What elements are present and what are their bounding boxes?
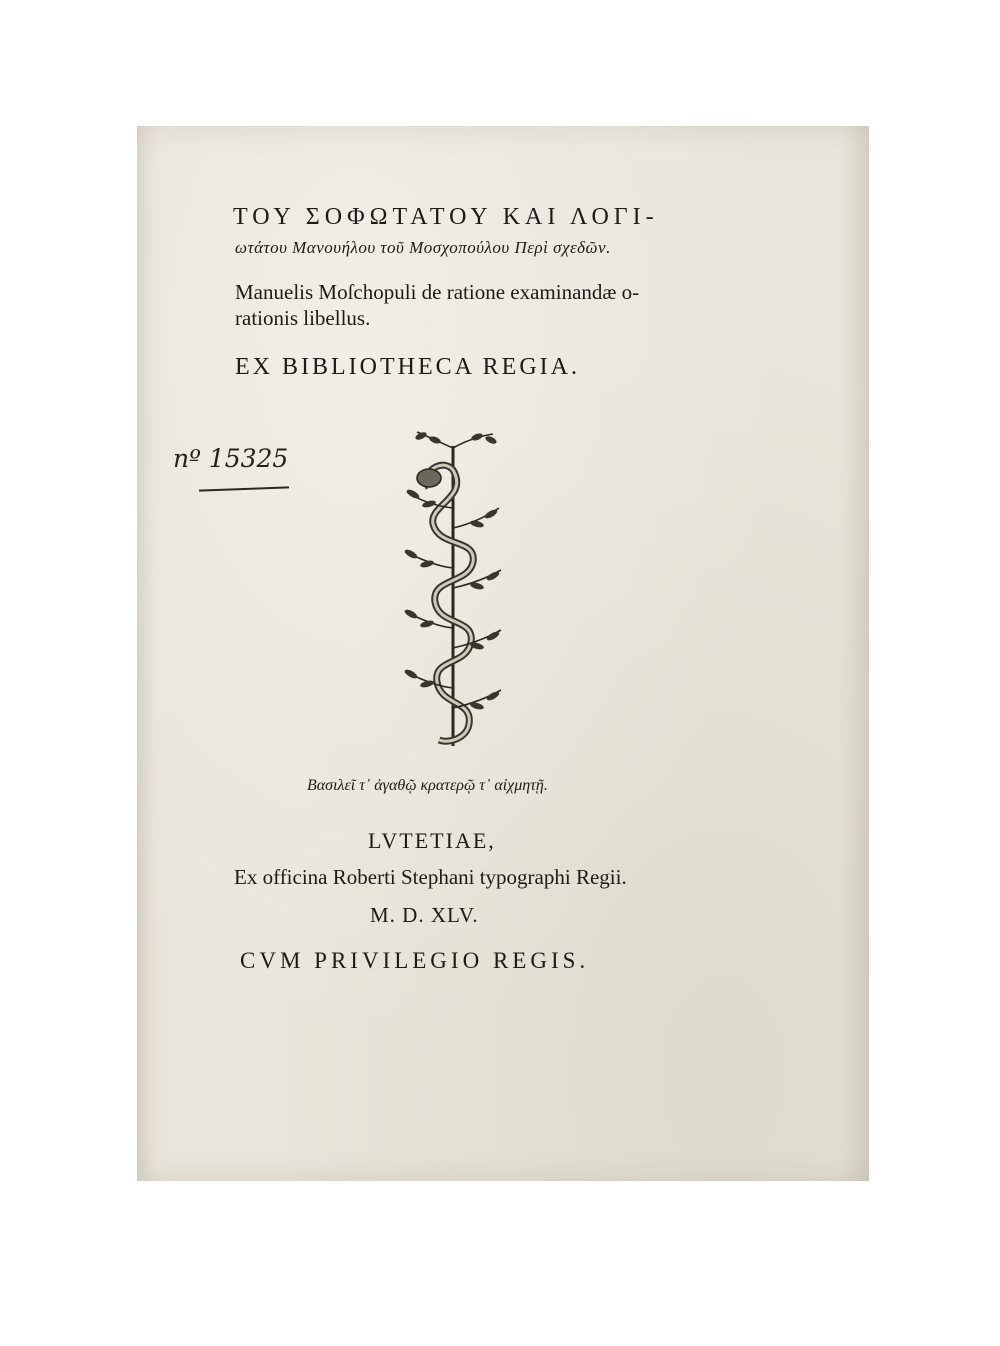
imprint-printer: Ex officina Roberti Stephani typographi Regii. <box>234 865 627 889</box>
greek-motto: Βασιλεῖ τ᾽ ἀγαθῷ κρατερῷ τ᾽ αἰχμητῇ. <box>307 777 548 794</box>
serpent-staff-olive-emblem-icon <box>399 428 507 758</box>
latin-title-line-1: Manuelis Moſchopuli de ratione examinandæ o- <box>235 280 640 304</box>
manuscript-number: nº 15325 <box>173 444 289 473</box>
latin-title-line-2: rationis libellus. <box>235 306 371 330</box>
greek-subheading: ωτάτου Μανουήλου τοῦ Μοσχοπούλου Περὶ σχεδῶν. <box>235 238 611 257</box>
library-line: EX BIBLIOTHECA REGIA. <box>235 354 580 380</box>
imprint-place: LVTETIAE, <box>368 828 496 853</box>
imprint-date: M. D. XLV. <box>370 903 479 927</box>
privilege-line: CVM PRIVILEGIO REGIS. <box>240 948 590 973</box>
manuscript-underline <box>199 486 289 491</box>
greek-heading: ΤΟΥ ΣΟΦΩΤΑΤΟΥ ΚΑΙ ΛΟΓΙ- <box>233 204 659 230</box>
title-page <box>137 126 869 1181</box>
